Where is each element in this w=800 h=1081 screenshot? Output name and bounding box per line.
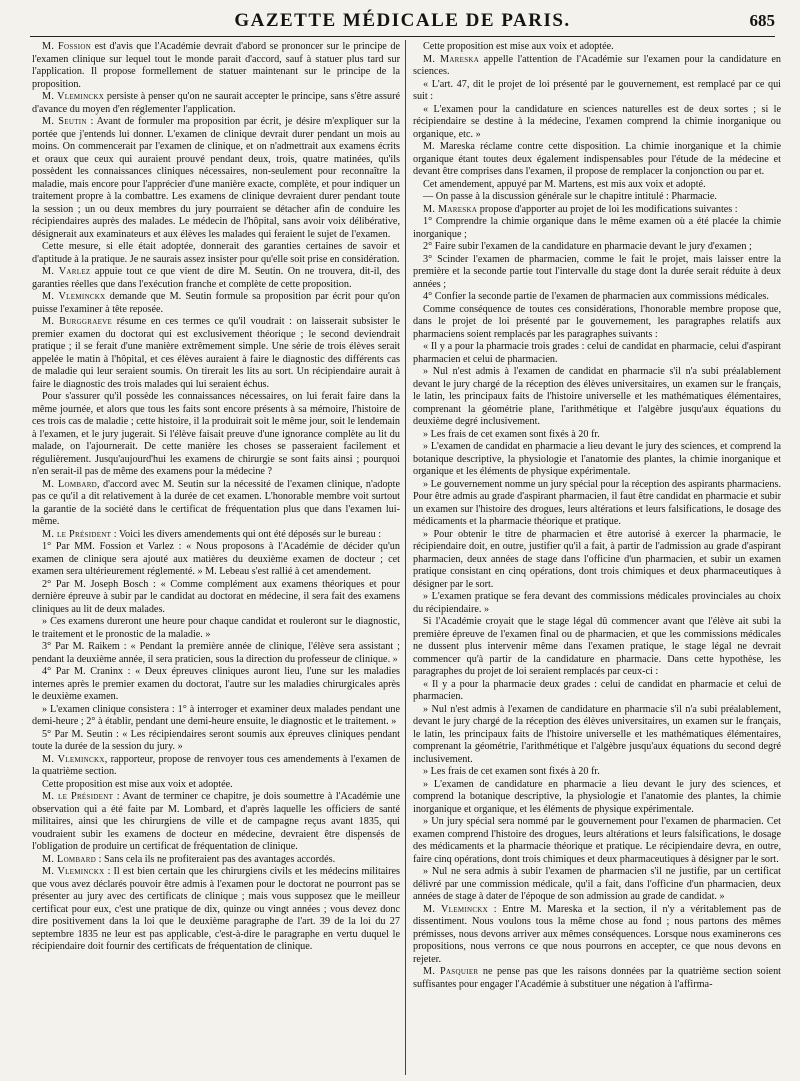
speaker-name: M. Mareska [423, 203, 478, 215]
paragraph [32, 754, 400, 779]
speaker-name: M. Pasquier [423, 966, 479, 977]
paragraph [413, 191, 781, 204]
paragraph-text: : Avant de formuler ma proposition par écrit, je désire m'expliquer sur la portée que j'entends lui donner. L'examen de clinique devrait durer pendant un mois au moins. On commencerait par l'examen de clinique, et on n'admettrait aux examens écrits et oraux que ceux qui auraient prouvé pendant deux, trois, quatre matinées, qu'ils possèdent les connaissances cliniques nécessaires, non-seulement pour reconnaître la maladie, mais encore pour l'apprécier d'une manière exacte, complète, et pour indiquer un traitement propre à la combattre. Les examens de clinique devraient durer pendant toute la session ; un ou deux membres du jury pourraient se détacher afin de conduire les récipiendaires auprès des malades. Le médecin de l'hôpital, sans avoir voix délibérative, désignerait aux examinateurs et aux élèves les malades qui feraient le sujet de l'examen. [32, 116, 400, 240]
paragraph [413, 591, 781, 616]
paragraph [32, 116, 400, 241]
paragraph [32, 791, 400, 854]
paragraph-text: Cet amendement, appuyé par M. Martens, est mis aux voix et adopté. [423, 178, 706, 190]
paragraph [413, 479, 781, 529]
speaker-name: M. Varlez [42, 266, 91, 277]
paragraph-text: 2° Faire subir l'examen de la candidature en pharmacie devant le jury d'examen ; [423, 241, 752, 252]
paragraph [32, 641, 400, 666]
paragraph [32, 391, 400, 479]
paragraph-text: » Nul ne sera admis à subir l'examen de pharmacien s'il ne justifie, par un certificat délivré par une commission médicale, qu'il a fait, dans l'officine d'un pharmacien, deux années de stage à dater de l'époque de son admission au grade de candidat. » [413, 866, 781, 902]
speaker-name: M. le Président [42, 791, 114, 802]
paragraph [413, 866, 781, 904]
paragraph-text: est d'avis que l'Académie devrait d'abord se prononcer sur le principe de l'examen clinique sur lequel tout le monde parait d'accord, sauf à statuer plus tard sur l'application. Il propose formellement de statuer maintenant sur le principe de la proposition. [32, 41, 400, 90]
paragraph-text: » Un jury spécial sera nommé par le gouvernement pour l'examen de pharmacien. Cet examen comprend l'histoire des drogues, leurs altérations et leurs falsifications, le dosage des médicaments et la pharmacie théorique et pratique. Le récipiendaire devra, en outre, faire cinq opérations, dont trois chimiques et deux pharmaceutiques à désigner par le sort. [413, 816, 781, 865]
paragraph [413, 54, 781, 79]
paragraph-text: : Voici les divers amendements qui ont été déposés sur le bureau : [111, 528, 382, 540]
page-number: 685 [749, 11, 775, 30]
paragraph [32, 779, 400, 792]
paragraph-text: Cette proposition est mise aux voix et adoptée. [423, 41, 614, 52]
paragraph [32, 616, 400, 641]
paragraph [32, 41, 400, 91]
paragraph-text: » Les frais de cet examen sont fixés à 20 fr. [423, 428, 600, 440]
paragraph-text: « Il y a pour la pharmacie deux grades : celui de candidat en pharmacie et celui de pharmacien. [413, 678, 781, 702]
paragraph-text: » L'examen de candidature en pharmacie a lieu devant le jury des sciences, et comprend la botanique descriptive, la physiologie et l'anatomie des plantes, la chimie inorganique et organique, et les éléments de physique expérimentale. [413, 778, 781, 815]
paragraph-text: Si l'Académie croyait que le stage légal dû commencer avant que l'élève ait subi la première épreuve de l'examen final ou de pharmacien, et que les commissions médicales ne dussent plus intervenir même dans l'examen pratique, le stage légal ne devrait commencer qu'à partir de la candidature en pharmacie. Dans cette hypothèse, les paragraphes du projet de loi seraient remplacés par ceux-ci : [413, 616, 781, 677]
paragraph-text: 1° Comprendre la chimie organique dans le même examen où a été placée la chimie inorganique ; [413, 216, 781, 240]
paragraph [32, 479, 400, 529]
paragraph [32, 866, 400, 954]
paragraph-text: Comme conséquence de toutes ces considérations, l'honorable membre propose que, dans le projet de loi présenté par le gouvernement, les paragraphes relatifs aux pharmaciens soient remplacés par les paragraphes suivants : [413, 303, 781, 340]
paragraph-text: , d'accord avec M. Seutin sur la nécessité de l'examen clinique, n'adopte pas ce qu'il a dit relativement à la durée de cet examen. L'honorable membre voit surtout la garantie de la société dans le certificat de fréquentation plus que dans l'examen lui-même. [32, 478, 400, 527]
paragraph [413, 41, 781, 54]
speaker-name: M. Vleminckx [42, 291, 106, 302]
paragraph [413, 79, 781, 104]
paragraph-text: « Il y a pour la pharmacie trois grades : celui de candidat en pharmacie, celui d'aspirant pharmacien et celui de pharmacien. [413, 341, 781, 365]
paragraph-text: » Nul n'est admis à l'examen de candidat en pharmacie s'il n'a subi préalablement devant le jury chargé de la réception des élèves universitaires, un examen sur le français, le latin, les principaux faits de l'histoire universelle et les mathématiques élémentaires, comprenant la géométrie plane, l'arithmétique et l'algèbre jusqu'aux équations du deuxième degré inclusivement. [413, 366, 781, 427]
paragraph [32, 241, 400, 266]
paragraph-text: » Ces examens dureront une heure pour chaque candidat et rouleront sur le diagnostic, le traitement et le pronostic de la maladie. » [32, 616, 400, 640]
paragraph-text: » L'examen clinique consistera : 1° à interroger et examiner deux malades pendant une demi-heure ; 2° à établir, pendant une demi-heure ensuite, le diagnostic et le traitement. » [32, 703, 400, 727]
paragraph-text: » Nul n'est admis à l'examen de candidature en pharmacie s'il n'a subi préalablement, devant le jury chargé de la réception des élèves universitaires, un examen sur le français, le latin, les principaux faits de l'histoire universelle et les mathématiques élémentaires, comprenant la géométrie, l'arithmétique et l'algèbre jusqu'aux équations du second degré inclusivement. [413, 703, 781, 765]
paragraph-text: : Avant de terminer ce chapitre, je dois soumettre à l'Académie une observation qui a été faite par M. Lombard, et d'après laquelle les officiers de santé militaires, ainsi que les chirurgiens de ville et de campagne reçus avant 1835, qui voudraient subir les examens de docteur en médecine, devraient être dispensés de l'obligation de produire un certificat de fréquentation de clinique. [32, 791, 400, 852]
speaker-name: M. Vleminckx [42, 753, 105, 765]
paragraph [32, 729, 400, 754]
paragraph-text: 3° Scinder l'examen de pharmacien, comme le fait le projet, mais laisser entre la première et la seconde partie tout l'intervalle du stage dont la durée serait réduite à deux années ; [413, 253, 781, 290]
paragraph [413, 254, 781, 292]
paragraph [413, 779, 781, 817]
right-column [413, 41, 781, 1075]
speaker-name: M. Vleminckx [423, 903, 489, 915]
paragraph [32, 266, 400, 291]
paragraph [32, 854, 400, 867]
paragraph [32, 579, 400, 617]
page-header [30, 10, 775, 34]
speaker-name: M. Vleminckx [42, 866, 105, 877]
paragraph-text: 3° Par M. Raikem : « Pendant la première année de clinique, l'élève sera assistant ; pendant la deuxième année, il sera praticien, sous la direction du professeur de clinique. » [32, 641, 400, 665]
paragraph-text: » Les frais de cet examen sont fixés à 20 fr. [423, 766, 600, 777]
paragraph-text: » L'examen de candidat en pharmacie a lieu devant le jury des sciences, et comprend la botanique descriptive, la physiologie et l'anatomie des plantes, la chimie inorganique et organique et les éléments de physique expérimentale. [413, 441, 781, 477]
paragraph [413, 216, 781, 241]
speaker-name: M. Lombard [42, 478, 98, 490]
paragraph-text: « L'art. 47, dit le projet de loi présenté par le gouvernement, est remplacé par ce qui suit : [413, 78, 781, 102]
speaker-name: M. Fossion [42, 41, 92, 52]
paragraph-text: résume en ces termes ce qu'il voudrait : on laisserait subsister le premier examen du doctorat qui est exclusivement théorique ; le second deviendrait pratique ; il se ferait d'une manière extrêmement simple. Une série de trois élèves serait appelée le matin à l'hôpital, et ces élèves auraient à faire le diagnostic des différents cas de maladie qui leur seraient soumis. On tirerait les lits au sort. Un récipiendaire aurait à faire le diagnostic des trois malades qui lui seraient échus. [32, 316, 400, 390]
paragraph [413, 141, 781, 179]
paragraph-text: » Pour obtenir le titre de pharmacien et être autorisé à exercer la pharmacie, le récipiendaire doit, en outre, justifier qu'il a fait, à partir de l'admission au grade d'aspirant pharmacien, deux années de stage dans l'officine d'un pharmacien, et subir un examen pratique consistant en cinq opérations, dont trois chimiques et deux pharmaceutiques à désigner par le sort. [413, 528, 781, 590]
paragraph-text: Cette proposition est mise aux voix et adoptée. [42, 778, 233, 790]
paragraph [413, 104, 781, 142]
paragraph-text: appuie tout ce que vient de dire M. Seutin. On ne trouvera, dit-il, des garanties réelles que dans l'exécution franche et complète de cette proposition. [32, 266, 400, 290]
paragraph [413, 529, 781, 592]
paragraph [32, 316, 400, 391]
speaker-name: M. Vleminckx [42, 91, 105, 102]
paragraph [32, 541, 400, 579]
paragraph [413, 304, 781, 342]
paragraph [32, 529, 400, 542]
paragraph-text: appelle l'attention de l'Académie sur l'examen pour la candidature en sciences. [413, 53, 781, 77]
paragraph-text: 2° Par M. Joseph Bosch : « Comme complément aux examens théoriques et pour dernière épreuve à subir par le candidat au doctorat en médecine, il sera fait des examens cliniques au lit de deux malades. [32, 578, 400, 615]
speaker-name: M. le Président [42, 528, 112, 540]
paragraph-text: ne pense pas que les raisons données par la quatrième section soient suffisantes pour engager l'Académie à substituer une négation à l'affirma- [413, 966, 781, 990]
paragraph-text: Pour s'assurer qu'il possède les connaissances nécessaires, on lui ferait faire dans la même journée, et alors que tous les faits sont encore présents à sa mémoire, l'histoire de ces trois cas de maladie ; cette histoire, il la produirait soit le même jour, soit le lendemain à l'examen, et le jury jugerait. Si l'élève faisait preuve d'une ignorance complète au lit du malade, on l'ajournerait. De cette manière les choses se passeraient facilement et régulièrement. Jusqu'aujourd'hui les examens de chirurgie se sont faits ainsi ; pourquoi n'en serait-il pas de même des examens pour la médecine ? [32, 391, 400, 477]
paragraph [413, 291, 781, 304]
paragraph-text: » L'examen pratique se fera devant des commissions médicales provinciales au choix du récipiendaire. » [413, 591, 781, 615]
paragraph [32, 704, 400, 729]
header-rule [30, 36, 775, 37]
paragraph-text: : Il est bien certain que les chirurgiens civils et les médecins militaires que vous avez déclarés pouvoir être admis à l'examen pour le doctorat ne pourront pas se présenter au jury avec des certificats de clinique ; mais vous supposez que le meilleur certificat pour eux, c'est une pratique de dix, quinze ou vingt années ; vous devez donc dire positivement dans la loi que le deuxième paragraphe de l'art. 39 de la loi du 27 septembre 1835 ne leur est pas applicable, c'est-à-dire le paragraphe en vertu duquel le récipiendaire doit fournir des certificats de fréquentation de clinique. [32, 866, 400, 952]
paragraph-text: : Sans cela ils ne profiteraient pas des avantages accordés. [96, 853, 336, 865]
speaker-name: M. Lombard [42, 853, 97, 865]
paragraph-text: M. Mareska réclame contre cette disposition. La chimie inorganique et la chimie organique étant toutes deux également indispensables pour l'étude de la médecine et devant être comprises dans l'examen, il propose de remplacer la conjonction ou par et. [413, 141, 781, 177]
paragraph-text: « L'examen pour la candidature en sciences naturelles est de deux sortes ; si le récipiendaire se destine à la médecine, l'examen comprend la chimie inorganique ou organique, etc. » [413, 103, 781, 140]
column-divider [405, 40, 406, 1075]
paragraph [413, 704, 781, 767]
speaker-name: M. Seutin [42, 116, 87, 127]
paragraph-text: Cette mesure, si elle était adoptée, donnerait des garanties certaines de savoir et d'aptitude à la pratique. Je ne saurais assez insister pour qu'elle soit prise en considération. [32, 241, 400, 265]
paragraph [32, 91, 400, 116]
paragraph-text: — On passe à la discussion générale sur le chapitre intitulé : Pharmacie. [423, 191, 717, 202]
paragraph [413, 679, 781, 704]
left-column [32, 41, 400, 1075]
paragraph [413, 366, 781, 429]
paragraph [413, 966, 781, 991]
paragraph [32, 666, 400, 704]
paragraph [413, 766, 781, 779]
speaker-name: M. Mareska [423, 53, 480, 65]
paragraph [413, 816, 781, 866]
paragraph-text: : Entre M. Mareska et la section, il n'y a véritablement pas de dissentiment. Nous voulons tous la même chose au fond ; nous partons des mêmes prémisses, nous devons arriver aux mêmes conséquences. Lorsque nous examinerons ces propositions, nous verrons ce que nous pourrons en accepter, ce que nous devons en rejeter. [413, 903, 781, 965]
speaker-name: M. Burggraeve [42, 316, 113, 327]
journal-title: GAZETTE MÉDICALE DE PARIS. [234, 10, 571, 31]
paragraph-text: 5° Par M. Seutin : « Les récipiendaires seront soumis aux épreuves cliniques pendant toute la durée de la session du jury. » [32, 728, 400, 752]
paragraph [413, 429, 781, 442]
paragraph-text: 4° Confier la seconde partie de l'examen de pharmacien aux commissions médicales. [423, 291, 769, 302]
paragraph [413, 204, 781, 217]
paragraph [413, 241, 781, 254]
paragraph [413, 616, 781, 679]
paragraph-text: , rapporteur, propose de renvoyer tous ces amendements à l'examen de la quatrième section. [32, 753, 400, 777]
paragraph [32, 291, 400, 316]
paragraph-text: demande que M. Seutin formule sa proposition par écrit pour qu'on puisse l'examiner à tête reposée. [32, 291, 400, 315]
paragraph-text: » Le gouvernement nomme un jury spécial pour la réception des aspirants pharmaciens. Pour être admis au grade d'aspirant pharmacien, il faut être candidat en pharmacie et subir un examen sur l'histoire des drogues, leurs altérations et leurs falsifications, le dosage des médicaments et la pharmacie théorique et pratique. [413, 478, 781, 527]
paragraph-text: 1° Par MM. Fossion et Varlez : « Nous proposons à l'Académie de décider qu'un examen de clinique sera ajouté aux matières du deuxième examen de docteur ; cet examen sera ultérieurement réglementé. » M. Lebeau s'est rallié à cet amendement. [32, 541, 400, 577]
paragraph-text: 4° Par M. Craninx : « Deux épreuves cliniques auront lieu, l'une sur les maladies internes après le premier examen du doctorat, l'autre sur les maladies chirurgicales après le deuxième examen. [32, 666, 400, 702]
paragraph [413, 179, 781, 192]
paragraph [413, 341, 781, 366]
paragraph-text: propose d'apporter au projet de loi les modifications suivantes : [477, 203, 738, 215]
paragraph-text: persiste à penser qu'on ne saurait accepter le principe, sans s'être assuré d'avance du moyen d'en réglementer l'application. [32, 91, 400, 115]
paragraph [413, 441, 781, 479]
paragraph [413, 904, 781, 967]
